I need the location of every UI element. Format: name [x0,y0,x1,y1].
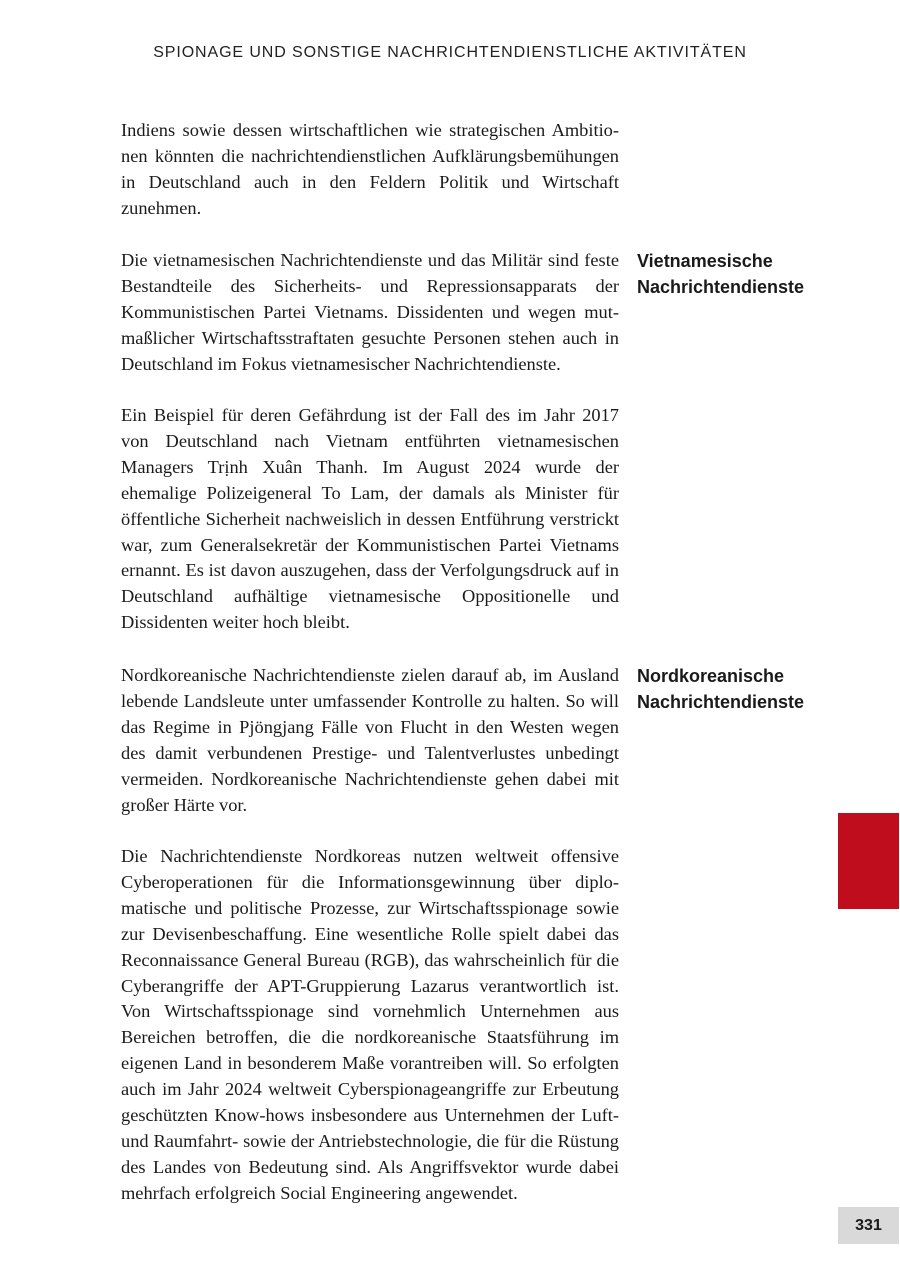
margin-heading-line: Nordkoreanische [637,666,785,686]
running-title: SPIONAGE UND SONSTIGE NACHRICHTENDIENSTLICHE AKTIVITÄTEN [153,44,747,61]
margin-heading-line: Nachrichtendienste [637,692,805,712]
margin-heading-line: Nachrichtendienste [637,277,805,297]
paragraph-north-korea-cyber: Die Nachrichtendienste Nordkoreas nutzen weltweit offensive Cyberoperationen für die Informationsgewinnung über diplomatische und politische Prozesse, zur Wirtschaftsspionage sowie zur Devisenbeschaffung. Eine wesentliche Rolle spielt dabei das Reconnaissance General Bureau (RGB), das wahrscheinlich für die Cyberangriffe der APT-Gruppierung Lazarus verantwortlich ist. Von Wirtschaftsspionage sind vornehmlich Unternehmen aus Bereichen betroffen, die die nordkoreanische Staatsführung im eigenen Land in besonderem Maße vorantreiben will. So erfolgten auch im Jahr 2024 weltweit Cyberspionageangriffe zur Erbeutung geschützten Know-hows insbesondere aus Unternehmen der Luft- und Raumfahrt- sowie der Antriebstechnologie, die für die Rüstung des Landes von Bedeutung sind. Als Angriffsvektor wurde dabei mehrfach erfolgreich Social Engineering angewendet. [121,846,619,1203]
margin-heading-vietnam [637,248,827,300]
paragraph-vietnam-example: Ein Beispiel für deren Gefährdung ist der Fall des im Jahr 2017 von Deutschland nach Vietnam entführten vietnamesischen Managers Trịnh Xuân Thanh. Im August 2024 wurde der ehemalige Polizeigeneral To Lam, der damals als Minister für öffentliche Sicherheit nachweislich in dessen Entführung verstrickt war, zum Generalsekretär der Kommunistischen Partei Vietnams ernannt. Es ist davon auszugehen, dass der Verfolgungsdruck auf in Deutschland aufhältige vietnamesische Oppositionelle und Dissidenten weiter hoch bleibt. [121,405,619,633]
paragraph-north-korea-intro: Nordkoreanische Nachrichtendienste zielen darauf ab, im Ausland lebende Landsleute unter umfassender Kontrolle zu halten. So will das Regime in Pjöngjang Fälle von Flucht in den Westen wegen des damit verbundenen Prestige- und Talentverlustes unbedingt vermeiden. Nordkoreanische Nachrichtendienste gehen dabei mit großer Härte vor. [121,665,619,815]
margin-heading-line: Vietnamesische [637,251,773,271]
chapter-thumb-tab [838,813,899,909]
margin-heading-north-korea [637,663,827,715]
paragraph-india-continuation: Indiens sowie dessen wirtschaftlichen wie strategischen Ambitionen könnten die nachrichtendienstlichen Aufklärungsbemühungen in Deutschland auch in den Feldern Politik und Wirtschaft zunehmen. [121,120,619,218]
page-number: 331 [838,1207,899,1244]
paragraph-vietnam-intro: Die vietnamesischen Nachrichtendienste und das Militär sind feste Bestandteile des Sicherheits- und Repressionsapparats der Kommunistischen Partei Vietnams. Dissidenten und wegen mutmaßlicher Wirtschaftsstraftaten gesuchte Personen stehen auch in Deutschland im Fokus vietnamesischer Nachrichtendienste. [121,250,619,374]
